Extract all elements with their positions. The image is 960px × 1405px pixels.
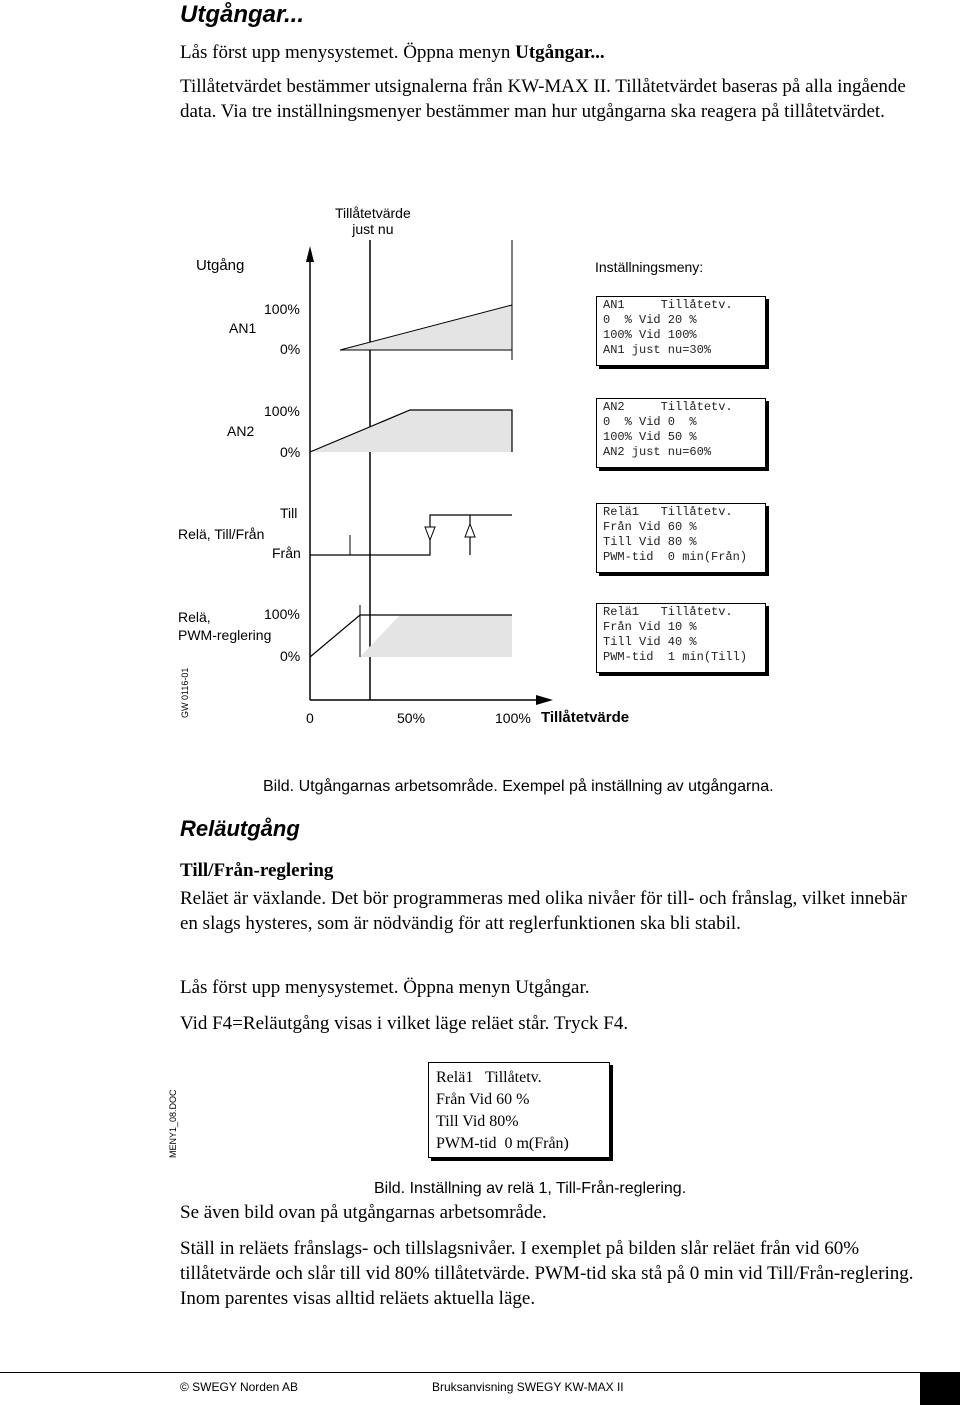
lcd-an2-line1: AN2 Tillåtetv. — [603, 400, 733, 414]
top-label-line2: just nu — [352, 221, 394, 237]
footer-black-box — [920, 1373, 960, 1405]
lcd-an1-line1: AN1 Tillåtetv. — [603, 298, 733, 312]
x-tick-0: 0 — [306, 710, 314, 726]
pwm-fill — [310, 615, 512, 657]
top-label-line1: Tillåtetvärde — [335, 205, 411, 221]
section-title: Utgångar... — [180, 1, 305, 28]
lcd-an2-line3: 100% Vid 50 % — [603, 430, 697, 444]
y-axis-arrow — [306, 246, 314, 262]
row-an2-high: 100% — [264, 403, 300, 419]
rele-paragraph-3: Vid F4=Reläutgång visas i vilket läge reläet står. Tryck F4. — [180, 1013, 629, 1034]
rele-paragraph-2: Lås först upp menysystemet. Öppna menyn Utgångar. — [180, 977, 590, 998]
rele-title: Reläutgång — [180, 816, 300, 841]
lcd-an1-line3: 100% Vid 100% — [603, 328, 697, 342]
rele-paragraph-1: Reläet är växlande. Det bör programmeras med olika nivåer för till- och frånslag, vilket innebär en slags hysteres, som är nödvändig för att reglerfunktionen ska bli stabil. — [180, 888, 908, 934]
lcd-an1-line4: AN1 just nu=30% — [603, 343, 712, 357]
lcd-relay-onoff-line3: Till Vid 80 % — [603, 535, 697, 549]
diagram-side-code: GW 0116-01 — [180, 667, 190, 718]
x-axis-label: Tillåtetvärde — [541, 709, 630, 726]
row-an2-low: 0% — [280, 444, 301, 460]
lcd-relay1-line1: Relä1 Tillåtetv. — [436, 1069, 542, 1086]
lcd-relay-onoff-line2: Från Vid 60 % — [603, 520, 697, 534]
row-relay-onoff-label: Relä, Till/Från — [178, 526, 265, 542]
row-relay-onoff-high: Till — [280, 505, 298, 521]
column-label-output: Utgång — [196, 257, 245, 274]
relay-onoff-curve — [310, 515, 512, 555]
footer-rule — [0, 1372, 960, 1373]
lcd-relay-onoff-line1: Relä1 Tillåtetv. — [603, 505, 733, 519]
x-tick-50: 50% — [397, 710, 426, 726]
row-an1-low: 0% — [280, 341, 301, 357]
relay-off-arrow — [425, 527, 435, 540]
rele-paragraph-4: Se även bild ovan på utgångarnas arbetsområde. — [180, 1202, 547, 1223]
lcd-an1-line2: 0 % Vid 20 % — [603, 313, 697, 327]
row-an1-label: AN1 — [229, 320, 257, 336]
lcd-relay-pwm-line3: Till Vid 40 % — [603, 635, 697, 649]
intro-menu-name: Utgångar... — [515, 42, 605, 63]
an2-fill — [310, 410, 512, 452]
footer-document-name: Bruksanvisning SWEGY KW-MAX II — [432, 1380, 624, 1394]
row-an2-label: AN2 — [227, 423, 255, 439]
row-relay-pwm-low: 0% — [280, 648, 301, 664]
footer-copyright: © SWEGY Norden AB — [180, 1380, 299, 1394]
relay-settings-caption: Bild. Inställning av relä 1, Till-Från-reglering. — [374, 1180, 687, 1197]
lcd-an2-line2: 0 % Vid 0 % — [603, 415, 697, 429]
lcd-relay1-line3: Till Vid 80% — [436, 1113, 519, 1130]
row-relay-pwm-high: 100% — [264, 606, 300, 622]
row-relay-pwm-label2: PWM-reglering — [178, 627, 272, 643]
lcd-an2-line4: AN2 just nu=60% — [603, 445, 712, 459]
lcd-relay-onoff-line4: PWM-tid 0 min(Från) — [603, 550, 748, 564]
row-relay-pwm-label1: Relä, — [178, 609, 211, 625]
diagram-caption: Bild. Utgångarnas arbetsområde. Exempel på inställning av utgångarna. — [263, 778, 774, 795]
an1-ramp — [340, 305, 512, 350]
row-an1-high: 100% — [264, 301, 300, 317]
lcd-relay-pwm-line2: Från Vid 10 % — [603, 620, 697, 634]
x-tick-100: 100% — [495, 710, 531, 726]
lcd-relay-pwm-line1: Relä1 Tillåtetv. — [603, 605, 733, 619]
description-paragraph: Tillåtetvärdet bestämmer utsignalerna från KW-MAX II. Tillåtetvärdet baseras på alla ingående data. Via tre inställningsmenyer bestämmer man hur utgångarna ska reagera på tillåtetvärdet. — [180, 76, 906, 122]
lcd-relay1-line4: PWM-tid 0 m(Från) — [436, 1135, 569, 1152]
lcd-relay-pwm-line4: PWM-tid 1 min(Till) — [603, 650, 748, 664]
column-label-settings-menu: Inställningsmeny: — [595, 259, 704, 275]
intro-text: Lås först upp menysystemet. Öppna menyn — [180, 42, 516, 63]
relay-on-arrow — [465, 524, 475, 537]
row-relay-onoff-low: Från — [272, 545, 301, 561]
rele-paragraph-5: Ställ in reläets frånslags- och tillslagsnivåer. I exemplet på bilden slår reläet från vid 60% tillåtetvärde och slår till vid 80% tillåtetvärde. PWM-tid ska stå på 0 min vid Till/Från-reglering. Inom parentes visas alltid reläets aktuella läge. — [180, 1238, 914, 1309]
document-side-code: MENY1_08.DOC — [168, 1089, 178, 1158]
rele-subtitle: Till/Från-reglering — [180, 860, 334, 881]
lcd-relay1-settings — [428, 1062, 610, 1158]
x-axis-arrow — [536, 695, 553, 705]
lcd-relay1-line2: Från Vid 60 % — [436, 1091, 530, 1108]
